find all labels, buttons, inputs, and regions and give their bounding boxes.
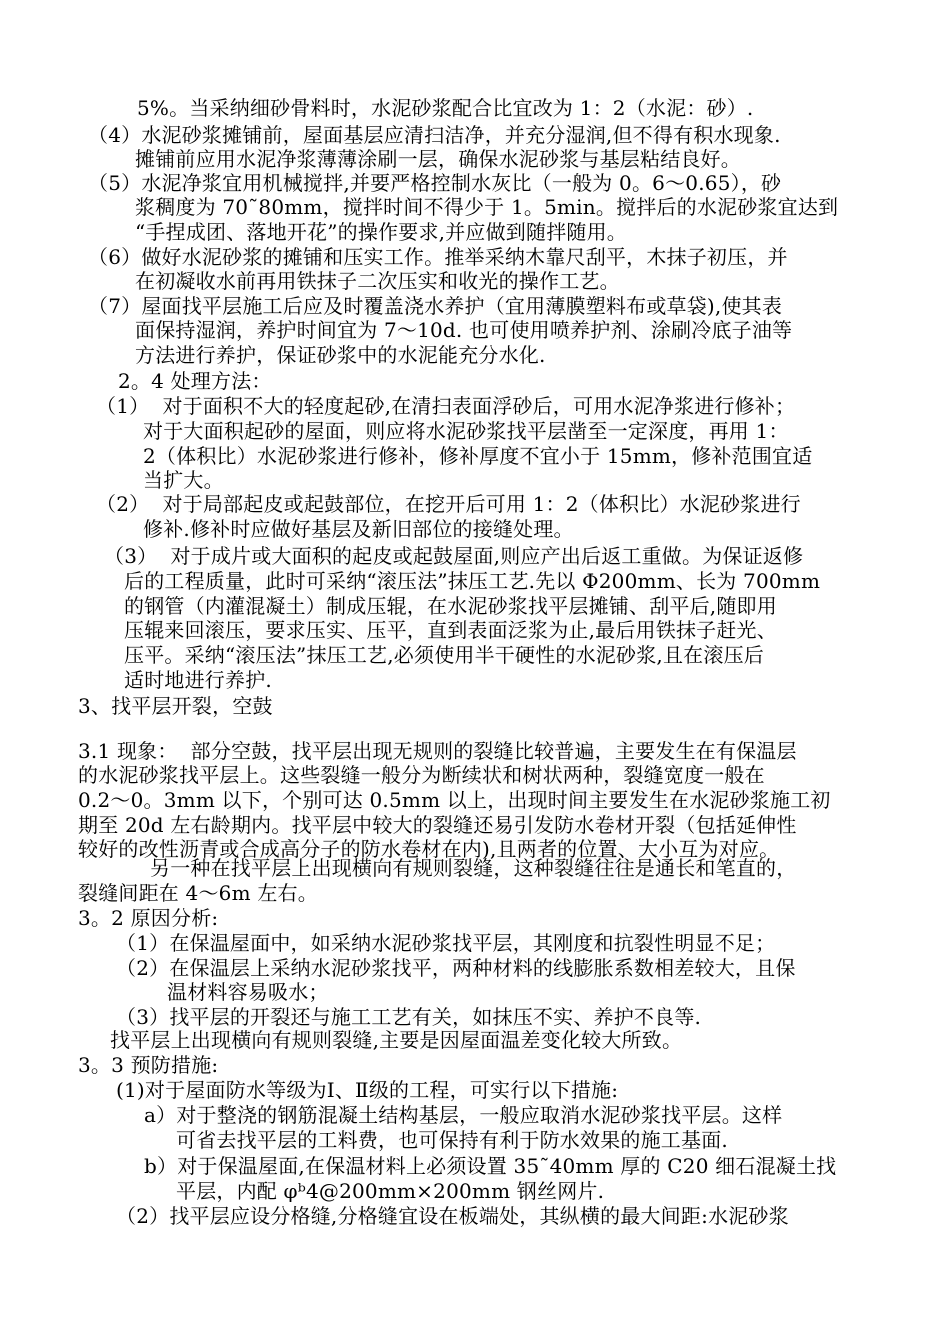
text-line: 找平层上出现横向有规则裂缝,主要是因屋面温差变化较大所致。 xyxy=(110,1028,683,1052)
text-line: 温材料容易吸水； xyxy=(167,980,329,1004)
text-line: 压辊来回滚压，要求压实、压平，直到表面泛浆为止,最后用铁抹子赶光、 xyxy=(124,618,777,642)
text-line: （2）在保温层上采纳水泥砂浆找平，两种材料的线膨胀系数相差较大，且保 xyxy=(116,956,796,980)
text-line: （7）屋面找平层施工后应及时覆盖浇水养护（宜用薄膜塑料布或草袋),使其表 xyxy=(88,294,783,318)
text-line: 在初凝收水前再用铁抹子二次压实和收光的操作工艺。 xyxy=(135,269,620,293)
text-line: 可省去找平层的工料费，也可保持有利于防水效果的施工基面. xyxy=(176,1128,728,1152)
text-line: （2）找平层应设分格缝,分格缝宜设在板端处，其纵横的最大间距:水泥砂浆 xyxy=(116,1204,789,1228)
text-line: 压平。采纳“滚压法”抹压工艺,必须使用半干硬性的水泥砂浆,且在滚压后 xyxy=(124,643,764,667)
text-line: （6）做好水泥砂浆的摊铺和压实工作。推举采纳木靠尺刮平，木抹子初压，并 xyxy=(88,245,788,269)
text-line: 的水泥砂浆找平层上。这些裂缝一般分为断续状和树状两种，裂缝宽度一般在 xyxy=(78,763,765,787)
text-line: 2（体积比）水泥砂浆进行修补，修补厚度不宜小于 15mm，修补范围宜适 xyxy=(143,444,813,468)
section-heading: 3、找平层开裂，空鼓 xyxy=(78,694,273,718)
section-heading: 2。4 处理方法： xyxy=(118,369,272,393)
text-line: （1） 对于面积不大的轻度起砂,在清扫表面浮砂后，可用水泥净浆进行修补； xyxy=(96,394,796,418)
text-line: 面保持湿润，养护时间宜为 7～10d. 也可使用喷养护剂、涂刷冷底子油等 xyxy=(135,318,793,342)
text-line: 浆稠度为 70˜80mm，搅拌时间不得少于 1。5min。搅拌后的水泥砂浆宜达到 xyxy=(135,195,839,219)
text-line: 的钢管（内灌混凝土）制成压辊，在水泥砂浆找平层摊铺、刮平后,随即用 xyxy=(124,594,777,618)
text-line: a）对于整浇的钢筋混凝土结构基层，一般应取消水泥砂浆找平层。这样 xyxy=(144,1103,783,1127)
text-line: 0.2～0。3mm 以下，个别可达 0.5mm 以上，出现时间主要发生在水泥砂浆施工初 xyxy=(78,788,831,812)
text-line: 平层，内配 φᵇ4@200mm×200mm 钢丝网片. xyxy=(176,1179,605,1203)
text-line: 方法进行养护，保证砂浆中的水泥能充分水化. xyxy=(135,343,546,367)
text-line: 较好的改性沥青或合成高分子的防水卷材在内),且两者的位置、大小互为对应。 xyxy=(78,837,780,861)
text-line: 对于大面积起砂的屋面，则应将水泥砂浆找平层凿至一定深度，再用 1： xyxy=(143,419,789,443)
text-line: 摊铺前应用水泥净浆薄薄涂刷一层，确保水泥砂浆与基层粘结良好。 xyxy=(135,147,741,171)
text-line: 裂缝间距在 4～6m 左右。 xyxy=(78,881,318,905)
section-heading: 3。3 预防措施: xyxy=(78,1053,219,1077)
text-line: 3.1 现象： 部分空鼓，找平层出现无规则的裂缝比较普遍，主要发生在有保温层 xyxy=(78,739,797,763)
text-line: 修补.修补时应做好基层及新旧部位的接缝处理。 xyxy=(143,517,574,541)
section-heading: 3。2 原因分析: xyxy=(78,906,219,930)
text-line: （2） 对于局部起皮或起鼓部位，在挖开后可用 1：2（体积比）水泥砂浆进行 xyxy=(96,492,801,516)
text-line: 另一种在找平层上出现横向有规则裂缝，这种裂缝往往是通长和笔直的， xyxy=(150,856,797,880)
text-line: （1）在保温屋面中，如采纳水泥砂浆找平层，其刚度和抗裂性明显不足； xyxy=(116,931,776,955)
text-line: b）对于保温屋面,在保温材料上必须设置 35˜40mm 厚的 C20 细石混凝土找 xyxy=(144,1154,837,1178)
text-line: 期至 20d 左右龄期内。找平层中较大的裂缝还易引发防水卷材开裂（包括延伸性 xyxy=(78,813,797,837)
text-line: （3） 对于成片或大面积的起皮或起鼓屋面,则应产出后返工重做。为保证返修 xyxy=(104,544,804,568)
text-line: (1)对于屋面防水等级为Ⅰ、Ⅱ级的工程，可实行以下措施: xyxy=(116,1078,619,1102)
text-line: 适时地进行养护. xyxy=(124,668,272,692)
text-line: 5%。当采纳细砂骨料时，水泥砂浆配合比宜改为 1：2（水泥：砂）. xyxy=(137,96,754,120)
text-line: 当扩大。 xyxy=(143,468,224,492)
text-line: （3）找平层的开裂还与施工工艺有关，如抹压不实、养护不良等. xyxy=(116,1005,702,1029)
text-line: 后的工程质量，此时可采纳“滚压法”抹压工艺.先以 Φ200mm、长为 700mm xyxy=(124,569,821,593)
text-line: “手捏成团、落地开花”的操作要求,并应做到随拌随用。 xyxy=(135,220,628,244)
text-line: （5）水泥净浆宜用机械搅拌,并要严格控制水灰比（一般为 0。6～0.65），砂 xyxy=(88,171,782,195)
text-line: （4）水泥砂浆摊铺前，屋面基层应清扫洁净，并充分湿润,但不得有积水现象. xyxy=(88,123,781,147)
